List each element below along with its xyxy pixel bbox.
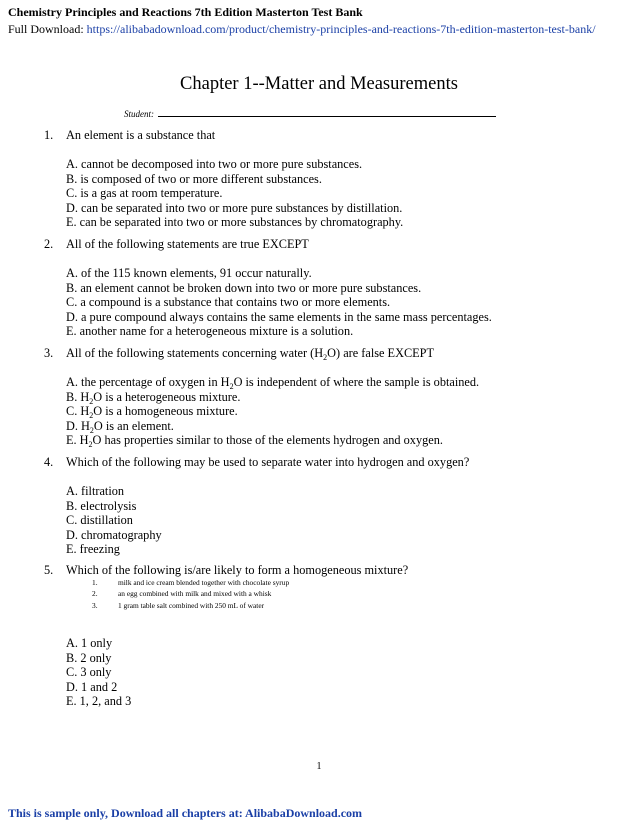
subscript: 2 (229, 382, 234, 391)
download-link[interactable]: https://alibabadownload.com/product/chemistry-principles-and-reactions-7th-edition-masterton-test-bank/ (86, 22, 596, 36)
statement-number: 1. (92, 578, 98, 587)
statement-text: an egg combined with milk and mixed with a whisk (118, 589, 272, 599)
answer-option: C. is a gas at room temperature. (66, 186, 223, 201)
download-label: Full Download: (8, 22, 84, 36)
option-text-part: C. H (66, 404, 90, 419)
answer-option: B. an element cannot be broken down into two or more pure substances. (66, 280, 422, 295)
question-text-part: All of the following statements concerning water (H (66, 346, 324, 360)
question-text: Which of the following is/are likely to form a homogeneous mixture? (66, 563, 409, 577)
option-text-part: O has properties similar to those of the elements hydrogen and oxygen. (92, 433, 443, 448)
answer-option (66, 419, 479, 434)
question-text: Which of the following may be used to separate water into hydrogen and oxygen? (66, 455, 470, 469)
document-header-title: Chemistry Principles and Reactions 7th Edition Masterton Test Bank (8, 5, 363, 19)
statement-text: 1 gram table salt combined with 250 mL of water (118, 600, 265, 610)
answer-option: A. filtration (66, 484, 125, 498)
subscript: 2 (89, 411, 94, 421)
answer-option: B. is composed of two or more different substances. (66, 171, 322, 186)
footer-note: This is sample only, Download all chapters at: AlibabaDownload.com (8, 806, 363, 820)
answer-option: E. can be separated into two or more substances by chromatography. (66, 215, 404, 230)
answer-option: D. a pure compound always contains the same elements in the same mass percentages. (66, 309, 492, 324)
statement-item (92, 600, 289, 611)
option-text-part: O is an element. (93, 418, 174, 433)
answer-option: D. can be separated into two or more pure substances by distillation. (66, 200, 403, 215)
subscript: 2 (89, 425, 94, 435)
answer-option: D. chromatography (66, 527, 162, 542)
option-text-part: O is a heterogeneous mixture. (93, 389, 241, 404)
answer-option: C. a compound is a substance that contains two or more elements. (66, 295, 391, 310)
answer-option: E. another name for a heterogeneous mixture is a solution. (66, 324, 354, 339)
question-text: All of the following statements are true EXCEPT (66, 237, 309, 251)
option-text-part: A. the percentage of oxygen in H (66, 375, 230, 389)
statement-item (92, 577, 289, 588)
option-text-part: D. H (66, 418, 90, 433)
question-number: 1. (44, 128, 54, 142)
answer-option (66, 375, 479, 390)
question-number: 5. (44, 563, 54, 577)
option-text-part: O is independent of where the sample is obtained. (233, 375, 480, 389)
student-field (124, 109, 496, 119)
answer-option: B. 2 only (66, 650, 112, 665)
answer-option: C. distillation (66, 513, 133, 528)
option-text-part: B. H (66, 389, 90, 404)
answer-option: D. 1 and 2 (66, 679, 118, 694)
subscript: 2 (323, 353, 328, 362)
question-text-part: O) are false EXCEPT (327, 346, 435, 360)
answer-option: C. 3 only (66, 665, 112, 680)
answer-option (66, 404, 479, 419)
statement-list (92, 577, 289, 611)
student-name-blank[interactable] (158, 110, 496, 117)
question-number: 4. (44, 455, 54, 469)
student-label: Student: (124, 109, 154, 119)
statement-number: 3. (92, 600, 98, 610)
subscript: 2 (88, 440, 93, 450)
question-number: 3. (44, 346, 54, 360)
answer-options (66, 484, 162, 557)
option-text-part: E. H (66, 433, 89, 448)
question-text (66, 346, 434, 361)
download-line (8, 22, 596, 37)
answer-option (66, 433, 479, 448)
answer-option: A. 1 only (66, 636, 113, 650)
statement-item (92, 588, 289, 599)
answer-option: A. cannot be decomposed into two or more pure substances. (66, 157, 363, 171)
answer-options (66, 157, 403, 230)
option-text-part: O is a homogeneous mixture. (93, 404, 238, 419)
answer-options (66, 375, 479, 448)
statement-text: milk and ice cream blended together with chocolate syrup (118, 578, 290, 587)
subscript: 2 (89, 396, 94, 406)
answer-option (66, 390, 479, 405)
answer-options (66, 266, 492, 339)
page-number: 1 (316, 761, 322, 772)
chapter-title: Chapter 1--Matter and Measurements (180, 74, 458, 94)
statement-number: 2. (92, 589, 98, 599)
question-number: 2. (44, 237, 54, 251)
answer-option: A. of the 115 known elements, 91 occur naturally. (66, 266, 312, 280)
question-text: An element is a substance that (66, 128, 216, 142)
answer-options (66, 636, 131, 709)
answer-option: E. freezing (66, 542, 120, 557)
answer-option: E. 1, 2, and 3 (66, 694, 132, 709)
answer-option: B. electrolysis (66, 498, 137, 513)
